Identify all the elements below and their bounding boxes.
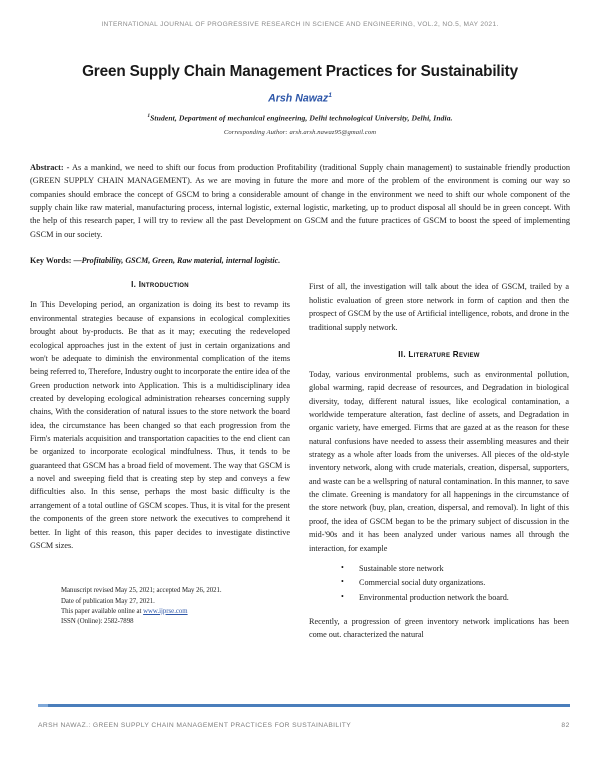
section-heading-literature-review: II. Literature Review (398, 349, 480, 359)
keywords-label: Key Words: — (30, 256, 82, 266)
section-heading-introduction: I. Introduction (131, 280, 189, 290)
page-title: Green Supply Chain Management Practices for Sustainability (82, 63, 518, 80)
paragraph: Recently, a progression of green inventory network implications has been come out. characterized the natural (309, 616, 569, 640)
footer-divider-rule (38, 704, 570, 707)
author-affiliation-marker: 1 (328, 91, 332, 99)
affiliation-text: Student, Department of mechanical engineering, Delhi technological University, Delhi, India. (150, 113, 453, 123)
bullet-list (309, 562, 569, 606)
body-columns (30, 280, 570, 650)
paragraph: First of all, the investigation will talk about the idea of GSCM, trailed by a holistic evaluation of green store network in form of caption and then the prospect of GSCM by the use of Artificial intelligence, robots, and drone in the traditional supply network. (309, 282, 569, 332)
journal-website-link[interactable]: www.ijprse.com (143, 607, 188, 615)
author-line (30, 92, 570, 105)
author-name: Arsh Nawaz (268, 92, 329, 105)
paragraph: Today, various environmental problems, such as environmental pollution, global warming, rapid decrease of resources, and Degradation in biological diversity, today, different natural issues, like ecological contamination, a worldwide temperature alteration, fast decline of assets, and Degradation in organic variety, have emerged. Firms that are gazed at as the reason for these natural confusions have needed to assess their assembling measures and their strategy as a whole after loads from the universes. All pieces of the old-style inventory network, along with crude materials, creation, dispersal, supporters, and waste can be a wellspring of natural contamination. In this manner, to save the climate. Greening is mandatory for all happenings in the circumstance of the store network (buy, plan, creation, dispersal, and removal). In light of this proof, the idea of GSCM began to be the primary subject of discussion in the mid-'90s and it has been analyzed under various names all through the interaction, for example (309, 369, 569, 553)
footer-title: ARSH NAWAZ.: GREEN SUPPLY CHAIN MANAGEMENT PRACTICES FOR SUSTAINABILITY (38, 722, 352, 729)
abstract-label: Abstract: - (30, 162, 70, 172)
column-right (309, 280, 569, 650)
keywords-terms: Profitability, GSCM, Green, Raw material, internal logistic. (81, 256, 281, 266)
abstract (30, 161, 570, 242)
manuscript-note (61, 586, 290, 627)
paragraph: In This Developing period, an organization is doing its best to revamp its environmental strategies because of expansions in ecological complexities brought about by-products. Be that as it may; executing the redeveloped ecological approaches just in the extent of just in certain organizations and won't be adequate to diminish the environmental complication of the items being referred to, Therefore, Industry ought to incorporate the entire idea of the Green production network into Application. This is a multidisciplinary idea created by developing ecological administration rehearses concerning supply chains, With the consideration of natural issues to the store network the board idea, the circumstance has been changed so that each progression from the Firm's materials acquisition and transportation capacities to the end client can be organized to incorporate ecological mindfulness. Thus, it tends to be guaranteed that GSCM has a broad field of movement. The way that GSCM is a novel and sweeping field that is creating step by step and conveys a few difficulties also. In this sense, perhaps the most basic difficulty is the arrangement of a total outline of GSCM scopes. Thus, it is vital for the present the components of the green store network the executives to comprehend it better. In light of this reason, this paper decides to investigate distinctive GSCM sizes. (30, 300, 290, 550)
manuscript-note-prefix: This paper available online at (61, 607, 144, 615)
corresponding-author: Corresponding Author: arsh.arsh.nawaz95@gmail.com (223, 128, 377, 136)
page-number: 82 (561, 722, 570, 729)
page-footer (38, 722, 570, 729)
list-item: • Sustainable store network (341, 562, 569, 577)
affiliation-marker: 1 (147, 113, 151, 120)
column-left (30, 280, 290, 627)
list-item: • Environmental production network the board. (341, 591, 569, 606)
list-item: • Commercial social duty organizations. (341, 576, 569, 591)
running-head: INTERNATIONAL JOURNAL OF PROGRESSIVE RESEARCH IN SCIENCE AND ENGINEERING, VOL.2, NO.5, MAY 2021. (101, 21, 499, 28)
manuscript-note-line: ISSN (Online): 2582-7898 (61, 618, 134, 626)
abstract-text: As a mankind, we need to shift our focus from production Profitability (traditional Supply chain management) to sustainable friendly production (GREEN SUPPLY CHAIN MANAGEMENT). As we are moving in future the more and more of the problem of the environment is coming our way so companies should embrace the concept of GSCM to bring a considerable amount of change in the environment we need to shift our whole component of the supply chain like raw material, manufacturing process, internal logistic, external logistic, marketing, up to product disposal all should be in green concept. With the help of this research paper, I will try to review all the past Development on GSCM and the future practices of GSCM to boost the speed of implementing GSCM in our society. (30, 162, 570, 239)
manuscript-note-line: Date of publication May 27, 2021. (61, 597, 155, 605)
manuscript-note-line (61, 607, 290, 617)
manuscript-note-line: Manuscript revised May 25, 2021; accepted May 26, 2021. (61, 587, 222, 595)
keywords (30, 255, 570, 267)
affiliation (30, 113, 570, 123)
